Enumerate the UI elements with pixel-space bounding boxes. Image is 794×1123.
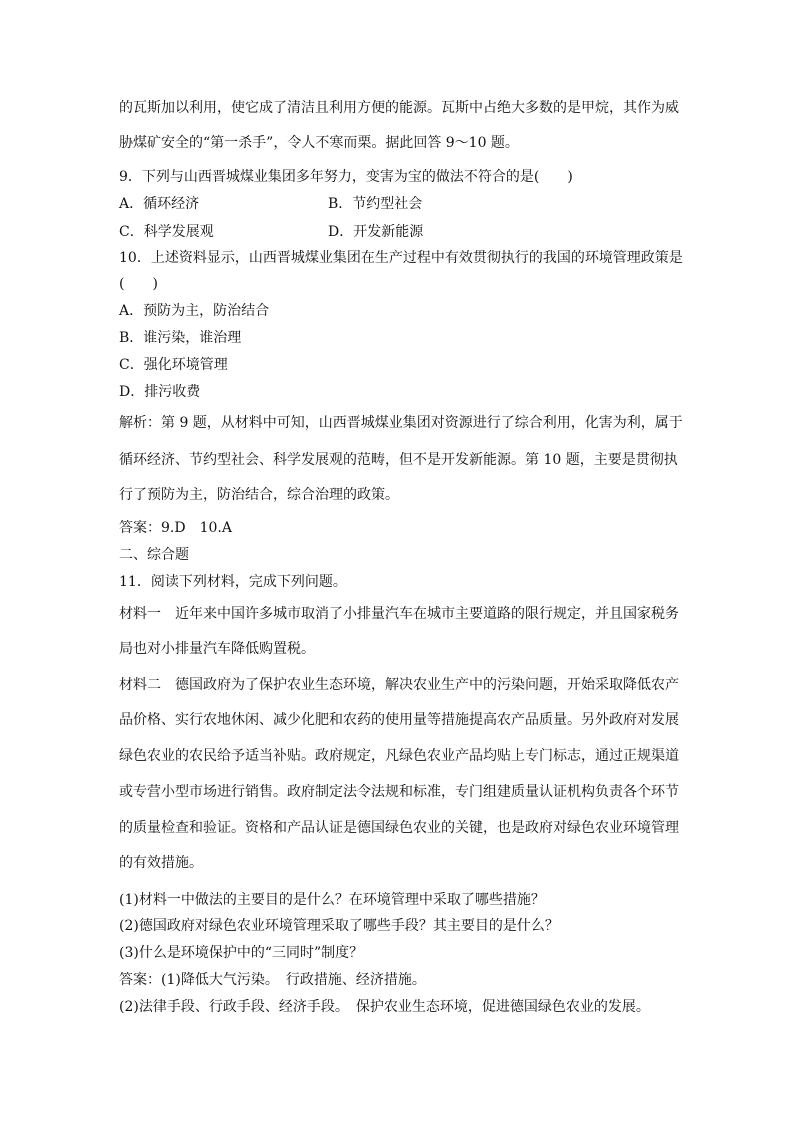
question-11-sub-3: (3)什么是环境保护中的“三同时”制度？ [119, 945, 364, 961]
intro-line-1: 的瓦斯加以利用，使它成了清洁且利用方便的能源。瓦斯中占绝大多数的是甲烷，其作为威 [119, 100, 679, 116]
section-heading: 二、综合题 [119, 547, 189, 563]
question-10-option-c: C．强化环境管理 [119, 357, 228, 373]
question-10-stem: 10．上述资料显示，山西晋城煤业集团在生产过程中有效贯彻执行的我国的环境管理政策是 [119, 250, 683, 266]
question-11-stem: 11．阅读下列材料，完成下列问题。 [119, 574, 347, 590]
material-2-line-1: 材料二 德国政府为了保护农业生态环境，解决农业生产中的污染问题，开始采取降低农产 [119, 677, 679, 693]
question-9-option-a: A．循环经济 [119, 196, 200, 212]
material-2-line-4: 或专营小型市场进行销售。政府制定法令法规和标准，专门组建质量认证机构负责各个环节 [119, 784, 679, 800]
material-2-line-3: 绿色农业的农民给予适当补贴。政府规定，凡绿色农业产品均贴上专门标志，通过正规渠道 [119, 748, 679, 764]
analysis-line-2: 循环经济、节约型社会、科学发展观的范畴，但不是开发新能源。第 10 题，主要是贯彻执 [119, 452, 678, 468]
question-11-sub-1: (1)材料一中做法的主要目的是什么？在环境管理中采取了哪些措施？ [119, 892, 545, 908]
material-2-line-2: 品价格、实行农地休闲、减少化肥和农药的使用量等措施提高农产品质量。另外政府对发展 [119, 712, 679, 728]
material-2-line-5: 的质量检查和验证。资格和产品认证是德国绿色农业的关键，也是政府对绿色农业环境管理 [119, 820, 679, 836]
answer-11-line-1: 答案：(1)降低大气污染。 行政措施、经济措施。 [119, 972, 426, 988]
question-10-option-d: D．排污收费 [119, 384, 201, 400]
question-9-option-b: B．节约型社会 [328, 196, 423, 212]
answer-11-line-2: (2)法律手段、行政手段、经济手段。 保护农业生态环境，促进德国绿色农业的发展。 [119, 999, 650, 1015]
intro-line-2: 胁煤矿安全的“第一杀手”，令人不寒而栗。据此回答 9～10 题。 [119, 135, 519, 151]
answer-9-10: 答案：9.D 10.A [119, 520, 232, 536]
analysis-line-3: 行了预防为主，防治结合，综合治理的政策。 [119, 487, 399, 503]
question-10-option-b: B．谁污染，谁治理 [119, 330, 242, 346]
question-9-stem: 9．下列与山西晋城煤业集团多年努力，变害为宝的做法不符合的是( ) [119, 169, 573, 185]
question-9-option-d: D．开发新能源 [328, 224, 424, 240]
material-2-line-6: 的有效措施。 [119, 855, 203, 871]
material-1-line-2: 局也对小排量汽车降低购置税。 [119, 641, 315, 657]
question-11-sub-2: (2)德国政府对绿色农业环境管理采取了哪些手段？其主要目的是什么？ [119, 918, 559, 934]
material-1-line-1: 材料一 近年来中国许多城市取消了小排量汽车在城市主要道路的限行规定，并且国家税务 [119, 606, 679, 622]
question-9-option-c: C．科学发展观 [119, 224, 214, 240]
question-10-paren: ( ) [119, 276, 158, 292]
question-10-option-a: A．预防为主，防治结合 [119, 303, 270, 319]
analysis-line-1: 解析：第 9 题，从材料中可知，山西晋城煤业集团对资源进行了综合利用，化害为利，属于 [119, 415, 683, 431]
